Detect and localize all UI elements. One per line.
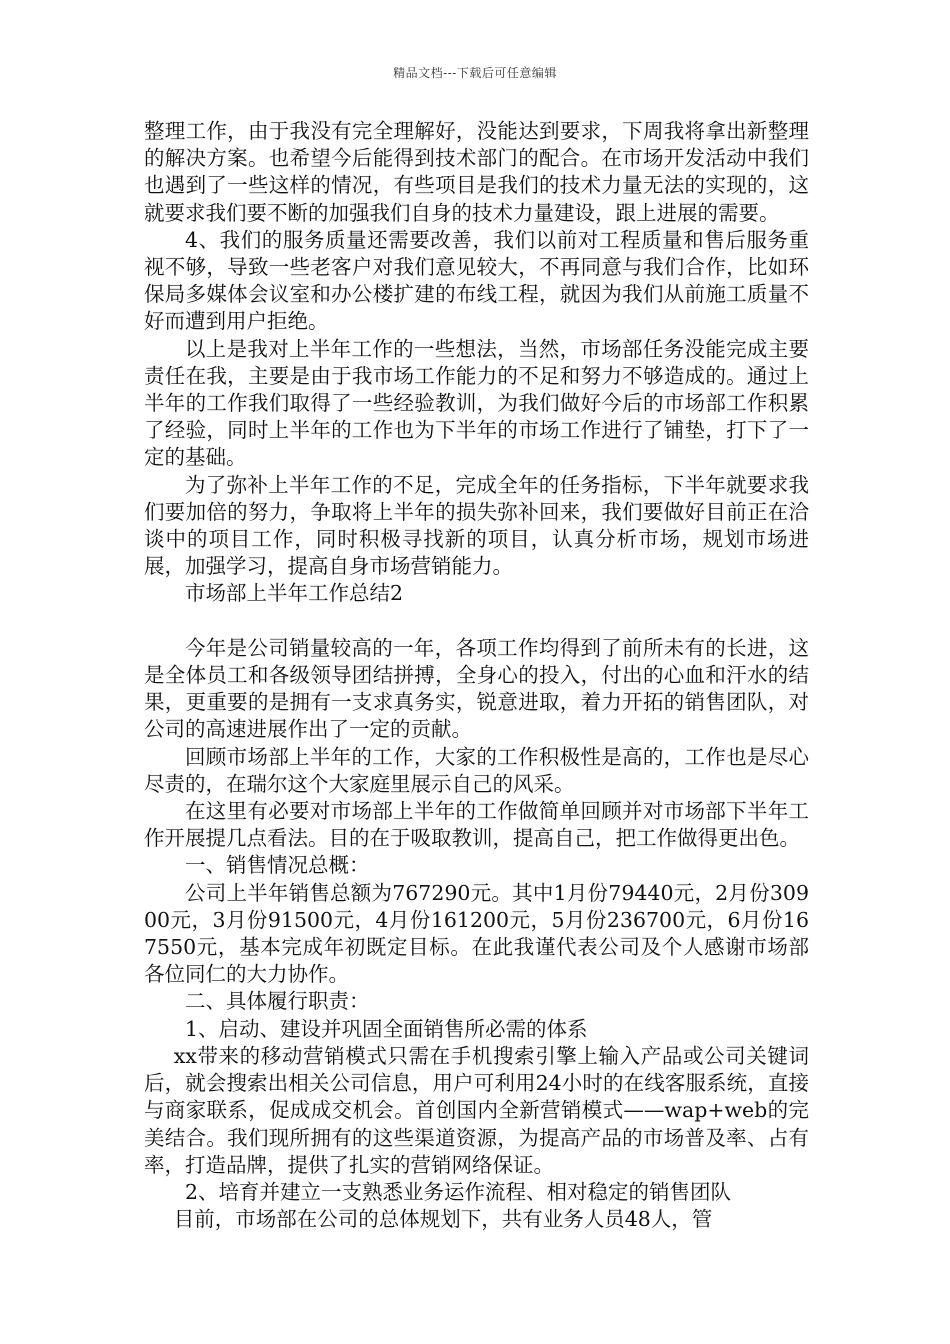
paragraph-review: 回顾市场部上半年的工作，大家的工作积极性是高的，工作也是尽心尽责的，在瑞尔这个大家庭里展示自己的风采。	[144, 744, 809, 796]
heading-sales-team: 2、培育并建立一支熟悉业务运作流程、相对稳定的销售团队	[185, 1179, 732, 1204]
paragraph-continued-intro: 整理工作，由于我没有完全理解好，没能达到要求，下周我将拿出新整理的解决方案。也希望今后能得到技术部门的配合。在市场开发活动中我们也遇到了一些这样的情况，有些项目是我们的技术力量无法的实现的，这就要求我们要不断的加强我们自身的技术力量建设，跟上进展的需要。	[144, 119, 809, 225]
paragraph-purpose: 在这里有必要对市场部上半年的工作做简单回顾并对市场部下半年工作开展提几点看法。目的在于吸取教训，提高自己，把工作做得更出色。	[144, 799, 809, 851]
paragraph-team-size: 目前，市场部在公司的总体规划下，共有业务人员48人，管	[173, 1207, 713, 1232]
blank-line	[144, 608, 809, 635]
paragraph-second-half-goals: 为了弥补上半年工作的不足，完成全年的任务指标，下半年就要求我们要加倍的努力，争取将上半年的损失弥补回来，我们要做好目前正在洽谈中的项目工作，同时积极寻找新的项目，认真分析市场，规划市场进展，加强学习，提高自身市场营销能力。	[144, 472, 809, 579]
section-title-summary-2: 市场部上半年工作总结2	[185, 581, 404, 606]
heading-sales-overview: 一、销售情况总概：	[185, 853, 370, 878]
paragraph-mobile-marketing: xx带来的移动营销模式只需在手机搜索引擎上输入产品或公司关键词后，就会搜索出相关公司信息，用户可利用24小时的在线客服系统，直接与商家联系，促成成交机会。首创国内全新营销模式——wap+web的完美结合。我们现所拥有的这些渠道资源，为提高产品的市场普及率、占有率，打造品牌，提供了扎实的营销网络保证。	[144, 1043, 809, 1177]
document-body	[144, 118, 809, 1233]
heading-duties: 二、具体履行职责：	[185, 989, 370, 1014]
paragraph-service-quality: 4、我们的服务质量还需要改善，我们以前对工程质量和售后服务重视不够，导致一些老客户对我们意见较大，不再同意与我们合作，比如环保局多媒体会议室和办公楼扩建的布线工程，就因为我们从前施工质量不好而遭到用户拒绝。	[144, 227, 809, 334]
paragraph-reflection: 以上是我对上半年工作的一些想法，当然，市场部任务没能完成主要责任在我，主要是由于我市场工作能力的不足和努力不够造成的。通过上半年的工作我们取得了一些经验教训，为我们做好今后的市场部工作积累了经验，同时上半年的工作也为下半年的市场工作进行了铺垫，打下了一定的基础。	[144, 336, 809, 470]
heading-system-building: 1、启动、建设并巩固全面销售所必需的体系	[185, 1016, 588, 1041]
page-header: 精品文档---下载后可任意编辑	[393, 66, 557, 80]
paragraph-sales-figures: 公司上半年销售总额为767290元。其中1月份79440元，2月份30900元，3月份91500元，4月份161200元，5月份236700元，6月份167550元，基本完成年初既定目标。在此我谨代表公司及个人感谢市场部各位同仁的大力协作。	[144, 880, 809, 987]
paragraph-sales-year: 今年是公司销量较高的一年，各项工作均得到了前所未有的长进，这是全体员工和各级领导团结拼搏，全身心的投入，付出的心血和汗水的结果，更重要的是拥有一支求真务实，锐意进取，着力开拓的销售团队，对公司的高速进展作出了一定的贡献。	[144, 635, 809, 742]
